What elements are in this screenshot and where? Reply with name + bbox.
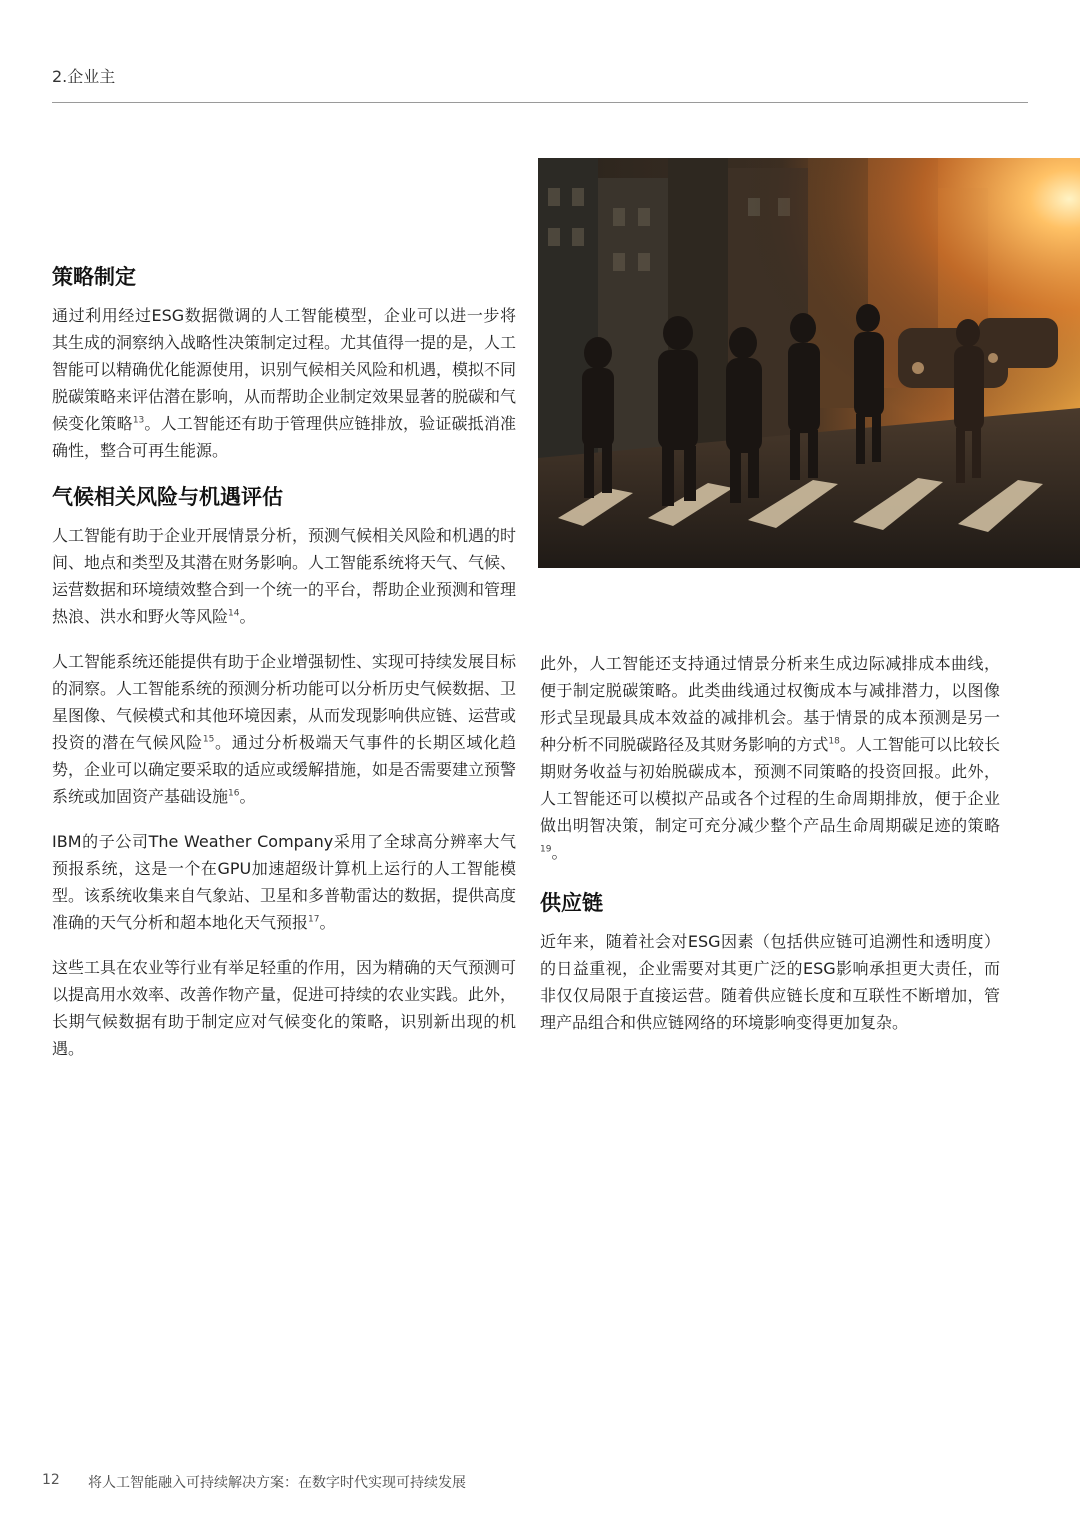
footnote-ref: 19: [540, 844, 552, 855]
climate-section: [52, 482, 516, 1062]
climate-paragraph-4: 这些工具在农业等行业有举足轻重的作用，因为精确的天气预测可以提高用水效率、改善作物产量，促进可持续的农业实践。此外，长期气候数据有助于制定应对气候变化的策略，识别新出现的机遇。: [52, 958, 517, 1058]
footer-doc-title: 将人工智能融入可持续解决方案：在数字时代实现可持续发展: [88, 1475, 466, 1491]
section-label: 2.企业主: [52, 67, 116, 86]
right-column: [540, 650, 1000, 1054]
climate-paragraph-2: 人工智能系统还能提供有助于企业增强韧性、实现可持续发展目标的洞察。人工智能系统的预测分析功能可以分析历史气候数据、卫星图像、气候模式和其他环境因素，从而发现影响供应链、运营或投资的潜在气候风险$^{15}$。通过分析极端天气事件的长期区域化趋势，企业可以确定要采取的适应或缓解措施，如是否需要建立预警系统或加固资产基础设施$^{16}$。: [52, 652, 517, 806]
strategy-heading: 策略制定: [52, 265, 136, 289]
header-divider: [52, 102, 1028, 103]
supply-chain-section: [540, 888, 1000, 1036]
footnote-ref: 14: [228, 608, 240, 619]
macc-paragraph: 此外，人工智能还支持通过情景分析来生成边际减排成本曲线，便于制定脱碳策略。此类曲线通过权衡成本与减排潜力，以图像形式呈现最具成本效益的减排机会。基于情景的成本预测是另一种分析不同脱碳路径及其财务影响的方式$^{18}$。人工智能可以比较长期财务收益与初始脱碳成本，预测不同策略的投资回报。此外，人工智能还可以模拟产品或各个过程的生命周期排放，便于企业做出明智决策，制定可充分减少整个产品生命周期碳足迹的策略$^{19}$。: [540, 654, 1000, 862]
footnote-ref: 17: [308, 914, 320, 925]
footnote-ref: 13: [132, 415, 145, 426]
footnote-ref: 18: [828, 736, 840, 747]
footnote-ref: 15: [202, 734, 215, 745]
supply-chain-paragraph: 近年来，随着社会对ESG因素（包括供应链可追溯性和透明度）的日益重视，企业需要对其更广泛的ESG影响承担更大责任，而非仅仅局限于直接运营。随着供应链长度和互联性不断增加，管理产品组合和供应链网络的环境影响变得更加复杂。: [540, 932, 1000, 1032]
footnote-ref: 16: [228, 788, 240, 799]
left-column: [52, 262, 516, 1080]
supply-chain-heading: 供应链: [540, 891, 603, 915]
climate-heading: 气候相关风险与机遇评估: [52, 485, 283, 509]
page-number: 12: [42, 1472, 60, 1488]
climate-paragraph-1: 人工智能有助于企业开展情景分析，预测气候相关风险和机遇的时间、地点和类型及其潜在财务影响。人工智能系统将天气、气候、运营数据和环境绩效整合到一个统一的平台，帮助企业预测和管理热浪、洪水和野火等风险$^{14}$。: [52, 526, 517, 626]
strategy-paragraph: 通过利用经过ESG数据微调的人工智能模型，企业可以进一步将其生成的洞察纳入战略性决策制定过程。尤其值得一提的是，人工智能可以精确优化能源使用，识别气候相关风险和机遇，模拟不同脱碳策略来评估潜在影响，从而帮助企业制定效果显著的脱碳和气候变化策略$^{13}$。人工智能还有助于管理供应链排放，验证碳抵消准确性，整合可再生能源。: [52, 306, 517, 460]
strategy-section: [52, 262, 516, 464]
climate-paragraph-3: IBM的子公司The Weather Company采用了全球高分辨率大气预报系统，这是一个在GPU加速超级计算机上运行的人工智能模型。该系统收集来自气象站、卫星和多普勒雷达的数据，提供高度准确的天气分析和超本地化天气预报$^{17}$。: [52, 832, 517, 932]
city-sunset-photo: [538, 158, 1080, 568]
